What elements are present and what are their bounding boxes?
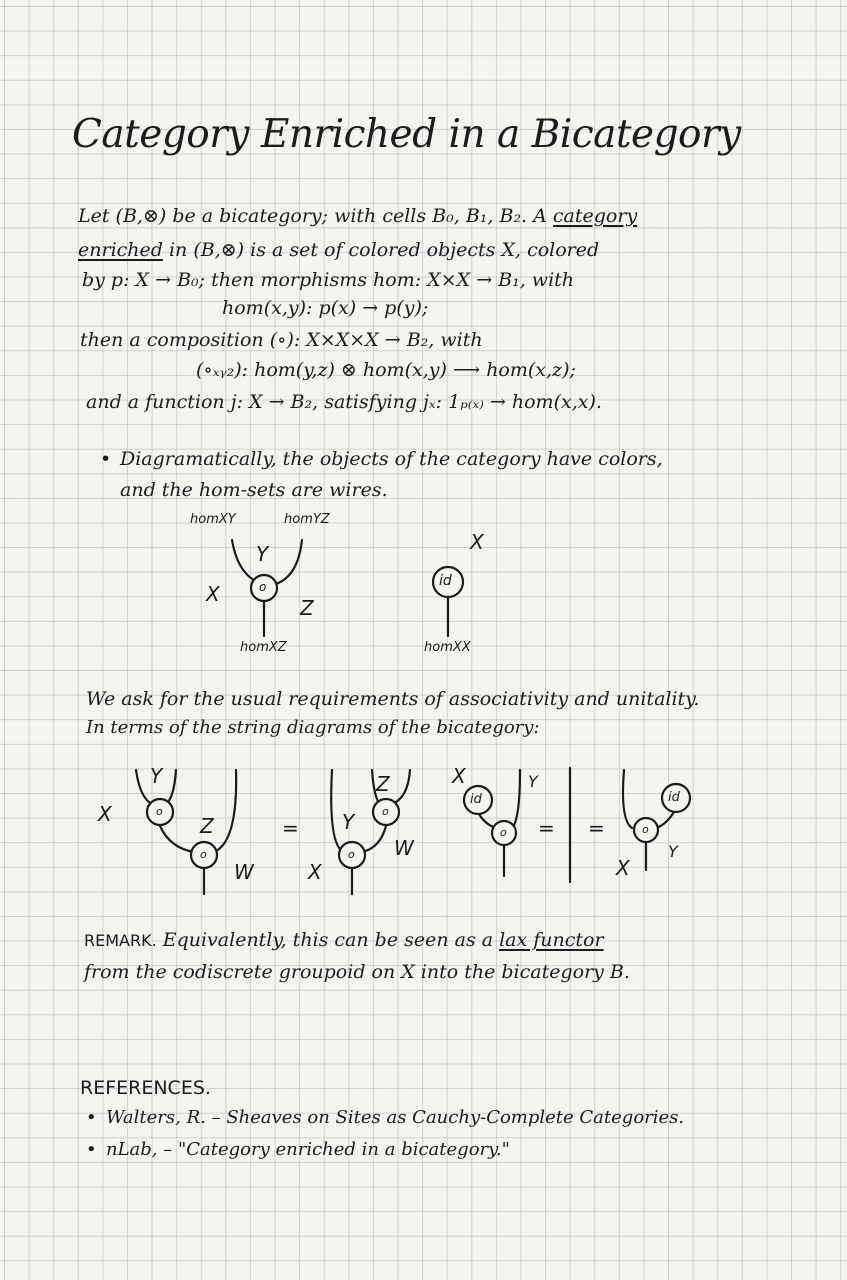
wire-c2 [512,770,520,828]
reference-2-text: nLab, – "Category enriched in a bicategory." [106,1139,510,1160]
assoc-left-Z: Z [200,814,214,838]
wire-b4 [362,826,386,852]
assoc-right-node-bottom-label: o [348,848,355,861]
definition-line-6: (∘ₓᵧ₂): hom(y,z) ⊗ hom(x,y) ⟶ hom(x,z); [196,359,576,381]
page-title: Category Enriched in a Bicategory [72,112,741,157]
bullet-dot: • [86,1107,97,1128]
requirements-line-2: In terms of the string diagrams of the bicategory: [86,717,540,738]
assoc-right-X: X [308,860,322,884]
unit-left-node-label: o [500,826,507,839]
definition-line-4: hom(x,y): p(x) → p(y); [222,297,429,319]
unit-equals-1: = [538,816,555,840]
label-Y: Y [256,542,269,566]
label-homXY: homXY [190,512,236,527]
label-Z: Z [300,596,314,620]
unit-right-Y: Y [668,842,678,861]
term-category: category [552,205,638,227]
label-homXZ: homXZ [240,640,287,655]
remark-text: Equivalently, this can be seen as a [156,929,500,951]
unit-left-X: X [452,764,466,788]
remark-line-1 [84,928,604,953]
assoc-left-X: X [98,802,112,826]
node-label-o: o [259,580,267,594]
label-homXX: homXX [424,640,471,655]
references-heading: REFERENCES. [80,1077,211,1099]
label-X-identity: X [470,530,484,554]
assoc-right-node-top-label: o [382,805,389,818]
wire-a4 [214,770,236,852]
reference-1-text: Walters, R. – Sheaves on Sites as Cauchy-Complete Categories. [106,1107,685,1128]
label-X: X [206,582,220,606]
node-label-id: id [439,573,452,589]
term-enriched: enriched [78,239,163,261]
reference-item-2 [86,1138,510,1162]
definition-line-7: and a function j: X → B₂, satisfying jₓ: 1ₚ₍ₓ₎ → hom(x,x). [86,391,602,413]
unit-right-id-label: id [668,790,680,805]
bullet-1-text: Diagramatically, the objects of the category have colors, [120,448,663,470]
unit-equals-2: = [588,816,605,840]
definition-line-3: by p: X → B₀; then morphisms hom: X×X → B₁, with [82,269,575,291]
wire-a2 [166,770,176,804]
definition-line-1-text: Let (B,⊗) be a bicategory; with cells B₀, B₁, B₂. A [78,205,553,227]
wire-a3 [160,826,194,852]
unit-right-X: X [616,856,630,880]
unit-right-node-label: o [642,823,649,836]
term-lax-functor: lax functor [499,929,604,951]
assoc-left-node-bottom-label: o [200,848,207,861]
bullet-dot: • [86,1139,97,1160]
definition-line-5: then a composition (∘): X×X×X → B₂, with [80,329,483,351]
assoc-left-W: W [234,860,254,884]
unit-left-id-label: id [470,792,482,807]
wire-b3 [392,770,410,804]
bullet-dot: • [100,448,112,470]
assoc-left-node-top-label: o [156,805,163,818]
assoc-right-Z: Z [376,772,390,796]
definition-line-2-text: in (B,⊗) is a set of colored objects X, colored [162,239,600,261]
assoc-right-W: W [394,836,414,860]
reference-item-1 [86,1106,684,1130]
assoc-right-Y: Y [342,810,355,834]
unit-left-Y: Y [528,772,538,791]
label-homYZ: homYZ [284,512,330,527]
requirements-line-1: We ask for the usual requirements of associativity and unitality. [86,688,700,710]
assoc-equals: = [282,816,299,840]
bullet-1-line-2: and the hom-sets are wires. [120,479,388,501]
wire-d1 [623,770,632,828]
remark-label: REMARK. [84,931,157,950]
assoc-left-Y: Y [150,764,163,788]
remark-line-2: from the codiscrete groupoid on X into the bicategory B. [84,961,630,983]
